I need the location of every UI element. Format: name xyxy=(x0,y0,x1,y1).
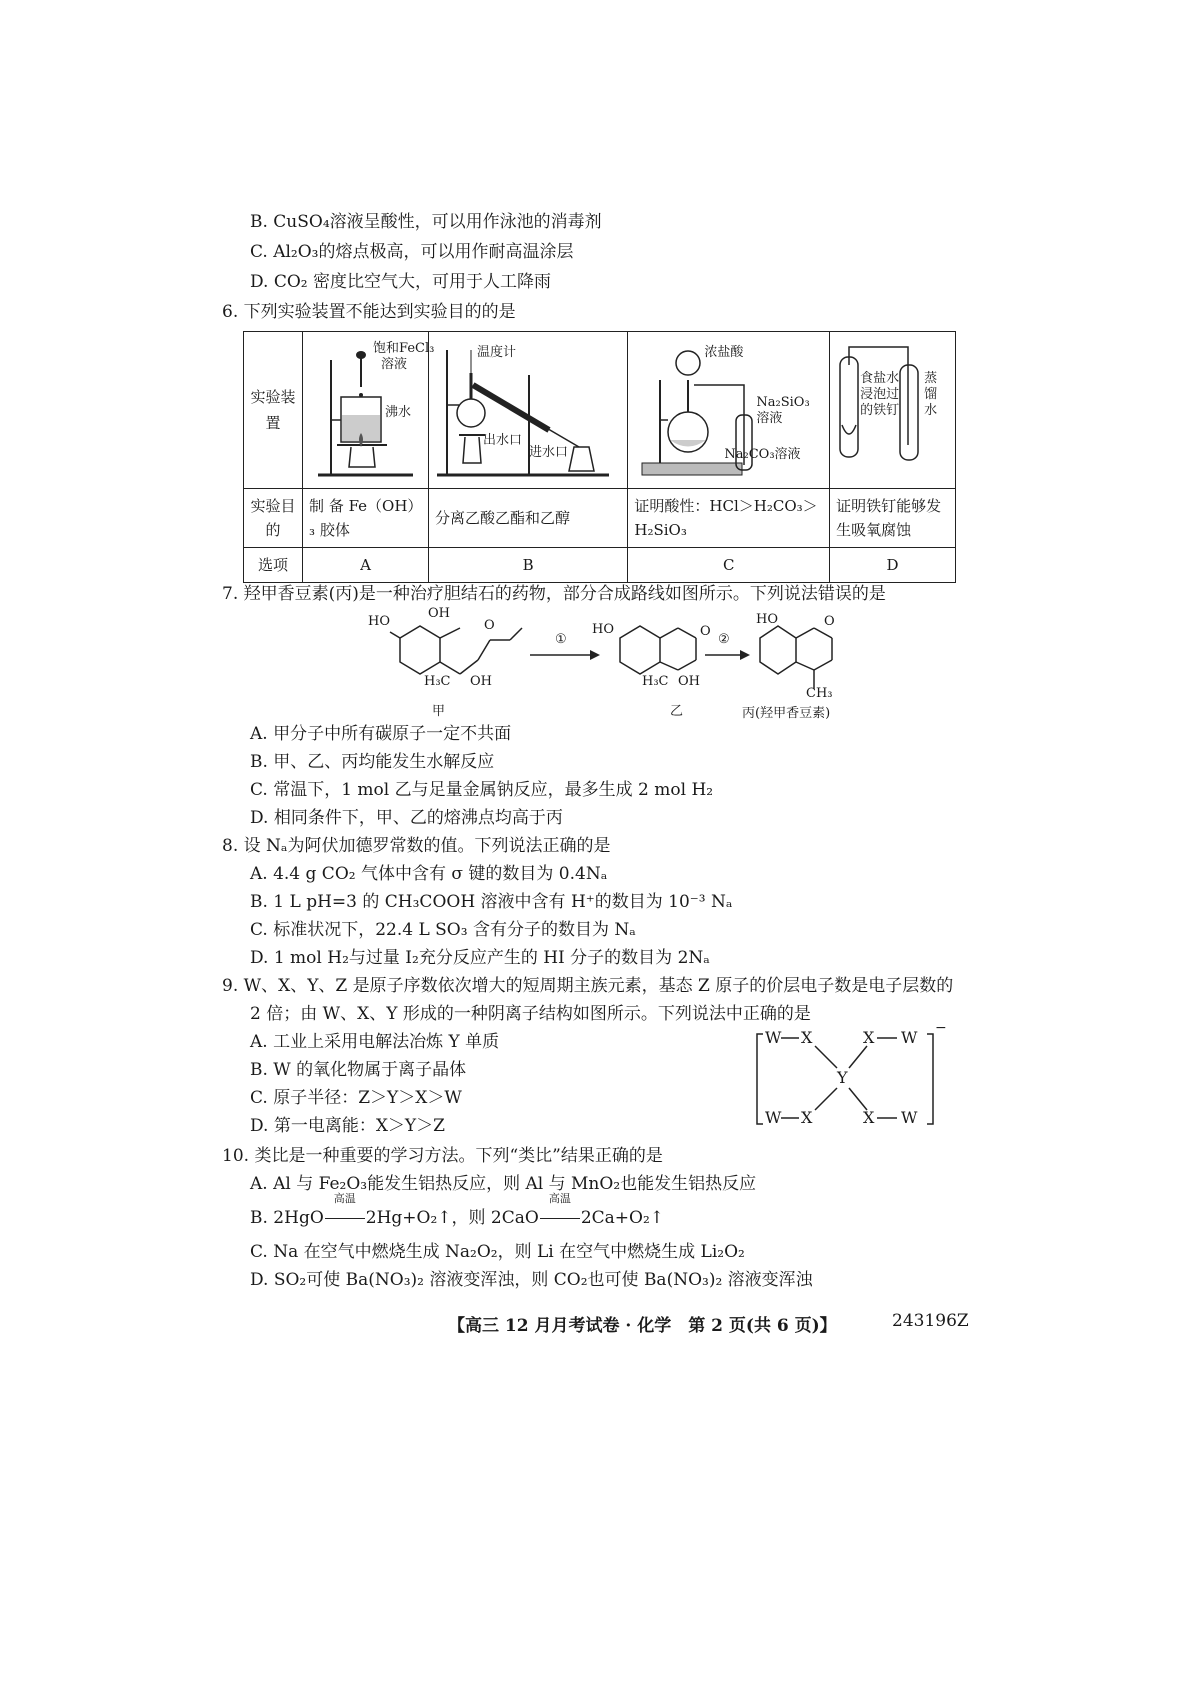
apparatus-a-label-boiling-water: 沸水 xyxy=(385,405,412,420)
label-bing: 丙(羟甲香豆素) xyxy=(742,706,831,721)
q9-anion-structure xyxy=(755,1020,947,1138)
aim-a: 制 备 Fe（OH）₃ 胶体 xyxy=(303,489,429,548)
ion-w-br: W xyxy=(901,1108,918,1127)
bing-ch3: CH₃ xyxy=(806,686,833,701)
ion-x-tl: X xyxy=(801,1028,813,1047)
ion-x-bl: X xyxy=(801,1108,813,1127)
q10-b-pre: B. 2HgO xyxy=(250,1208,324,1228)
cond-2: 高温 xyxy=(548,1192,571,1205)
jia-h3c: H₃C xyxy=(424,674,451,689)
q6-stem: 6. 下列实验装置不能达到实验目的的是 xyxy=(222,302,516,322)
page-footer: 【高三 12 月月考试卷 · 化学 第 2 页(共 6 页)】 xyxy=(448,1316,837,1336)
q6-table xyxy=(243,331,956,583)
aim-b: 分离乙酸乙酯和乙醇 xyxy=(428,489,627,548)
option-c: C xyxy=(628,548,830,583)
q9-option-b: B. W 的氧化物属于离子晶体 xyxy=(250,1060,467,1080)
q9-option-d: D. 第一电离能：X＞Y＞Z xyxy=(250,1116,445,1136)
row-label-option: 选项 xyxy=(244,548,303,583)
q10-b-mid: 2Hg+O₂↑，则 2CaO xyxy=(365,1208,539,1228)
ion-w-tr: W xyxy=(901,1028,918,1047)
step-1: ① xyxy=(555,632,567,647)
bing-o: O xyxy=(824,614,835,629)
yi-h3c: H₃C xyxy=(642,674,669,689)
q7-option-d: D. 相同条件下，甲、乙的熔沸点均高于丙 xyxy=(250,808,563,828)
q9-stem-line2: 2 倍；由 W、X、Y 形成的一种阴离子结构如图所示。下列说法中正确的是 xyxy=(250,1004,811,1024)
ion-y: Y xyxy=(837,1068,848,1087)
option-a: A xyxy=(303,548,429,583)
aim-c: 证明酸性：HCl＞H₂CO₃＞H₂SiO₃ xyxy=(628,489,830,548)
cond-1: 高温 xyxy=(333,1192,356,1205)
q9-option-c: C. 原子半径：Z＞Y＞X＞W xyxy=(250,1088,462,1108)
jia-oh-top: OH xyxy=(428,606,450,621)
ion-charge: − xyxy=(935,1020,947,1036)
q8-option-b: B. 1 L pH=3 的 CH₃COOH 溶液中含有 H⁺的数目为 10⁻³ Nₐ xyxy=(250,892,733,912)
ion-x-tr: X xyxy=(863,1028,875,1047)
apparatus-d-label-soaked: 浸泡过 xyxy=(860,387,900,402)
q8-option-c: C. 标准状况下，22.4 L SO₃ 含有分子的数目为 Nₐ xyxy=(250,920,636,940)
ion-w-tl: W xyxy=(765,1028,782,1047)
apparatus-c-label-solution: 溶液 xyxy=(756,411,783,426)
jia-oh: OH xyxy=(470,674,492,689)
apparatus-a-label-solution: 溶液 xyxy=(381,357,408,372)
apparatus-b-label-thermometer: 温度计 xyxy=(476,345,516,360)
q10-option-b xyxy=(250,1192,665,1230)
yi-o: O xyxy=(700,624,711,639)
q7-synthesis-scheme xyxy=(360,606,840,721)
apparatus-d-label-zheng: 蒸 xyxy=(924,371,938,386)
reaction-arrow-2 xyxy=(539,1192,581,1230)
apparatus-c-label-na2sio3: Na₂SiO₃ xyxy=(756,395,810,410)
q10-option-a: A. Al 与 Fe₂O₃能发生铝热反应，则 Al 与 MnO₂也能发生铝热反应 xyxy=(250,1174,757,1194)
q7-option-a: A. 甲分子中所有碳原子一定不共面 xyxy=(250,724,512,744)
q9-stem-line1: 9. W、X、Y、Z 是原子序数依次增大的短周期主族元素，基态 Z 原子的价层电子数是电子层数的 xyxy=(222,976,954,996)
jia-o: O xyxy=(484,618,495,633)
apparatus-c xyxy=(628,332,830,489)
aim-d: 证明铁钉能够发生吸氧腐蚀 xyxy=(830,489,956,548)
row-label-device: 实验装置 xyxy=(244,332,303,489)
q5-option-d: D. CO₂ 密度比空气大，可用于人工降雨 xyxy=(250,272,551,292)
apparatus-d-label-brine: 食盐水 xyxy=(860,371,900,386)
q10-option-c: C. Na 在空气中燃烧生成 Na₂O₂，则 Li 在空气中燃烧生成 Li₂O₂ xyxy=(250,1242,745,1262)
apparatus-d-label-shui: 水 xyxy=(924,403,938,418)
q10-option-d: D. SO₂可使 Ba(NO₃)₂ 溶液变浑浊，则 CO₂也可使 Ba(NO₃)₂ 溶液变浑浊 xyxy=(250,1270,813,1290)
q10-stem: 10. 类比是一种重要的学习方法。下列“类比”结果正确的是 xyxy=(222,1146,663,1166)
option-d: D xyxy=(830,548,956,583)
apparatus-d-label-nail: 的铁钉 xyxy=(860,403,900,418)
yi-oh: OH xyxy=(678,674,700,689)
ion-w-bl: W xyxy=(765,1108,782,1127)
ion-x-br: X xyxy=(863,1108,875,1127)
apparatus-d-label-liu: 馏 xyxy=(924,387,938,402)
apparatus-c-label-na2co3: Na₂CO₃溶液 xyxy=(724,447,801,462)
apparatus-a xyxy=(303,332,435,489)
apparatus-b-label-outlet: 出水口 xyxy=(482,433,522,448)
apparatus-b-label-inlet: 进水口 xyxy=(528,445,568,460)
apparatus-d xyxy=(830,332,956,489)
q7-option-c: C. 常温下，1 mol 乙与足量金属钠反应，最多生成 2 mol H₂ xyxy=(250,780,714,800)
q8-option-d: D. 1 mol H₂与过量 I₂充分反应产生的 HI 分子的数目为 2Nₐ xyxy=(250,948,710,968)
row-label-aim: 实验目的 xyxy=(244,489,303,548)
q8-option-a: A. 4.4 g CO₂ 气体中含有 σ 键的数目为 0.4Nₐ xyxy=(250,864,608,884)
q8-stem: 8. 设 Nₐ为阿伏加德罗常数的值。下列说法正确的是 xyxy=(222,836,611,856)
q5-option-c: C. Al₂O₃的熔点极高，可以用作耐高温涂层 xyxy=(250,242,574,262)
apparatus-c-label-hcl: 浓盐酸 xyxy=(704,345,744,360)
step-2: ② xyxy=(718,632,730,647)
yi-ho: HO xyxy=(592,622,614,637)
q5-option-b: B. CuSO₄溶液呈酸性，可以用作泳池的消毒剂 xyxy=(250,212,602,232)
q7-stem: 7. 羟甲香豆素(丙)是一种治疗胆结石的药物，部分合成路线如图所示。下列说法错误的是 xyxy=(222,584,886,604)
label-yi: 乙 xyxy=(670,704,684,719)
apparatus-b-drawing xyxy=(429,335,619,485)
q7-option-b: B. 甲、乙、丙均能发生水解反应 xyxy=(250,752,495,772)
q10-b-end: 2Ca+O₂↑ xyxy=(580,1208,665,1228)
paper-code: 243196Z xyxy=(892,1311,969,1331)
jia-ho: HO xyxy=(368,614,390,629)
q9-option-a: A. 工业上采用电解法冶炼 Y 单质 xyxy=(250,1032,500,1052)
apparatus-b xyxy=(428,332,627,489)
option-b: B xyxy=(428,548,627,583)
reaction-arrow-1 xyxy=(324,1192,366,1230)
apparatus-a-label-fecl3: 饱和FeCl₃ xyxy=(373,341,435,356)
label-jia: 甲 xyxy=(432,704,446,719)
bing-ho: HO xyxy=(756,612,778,627)
